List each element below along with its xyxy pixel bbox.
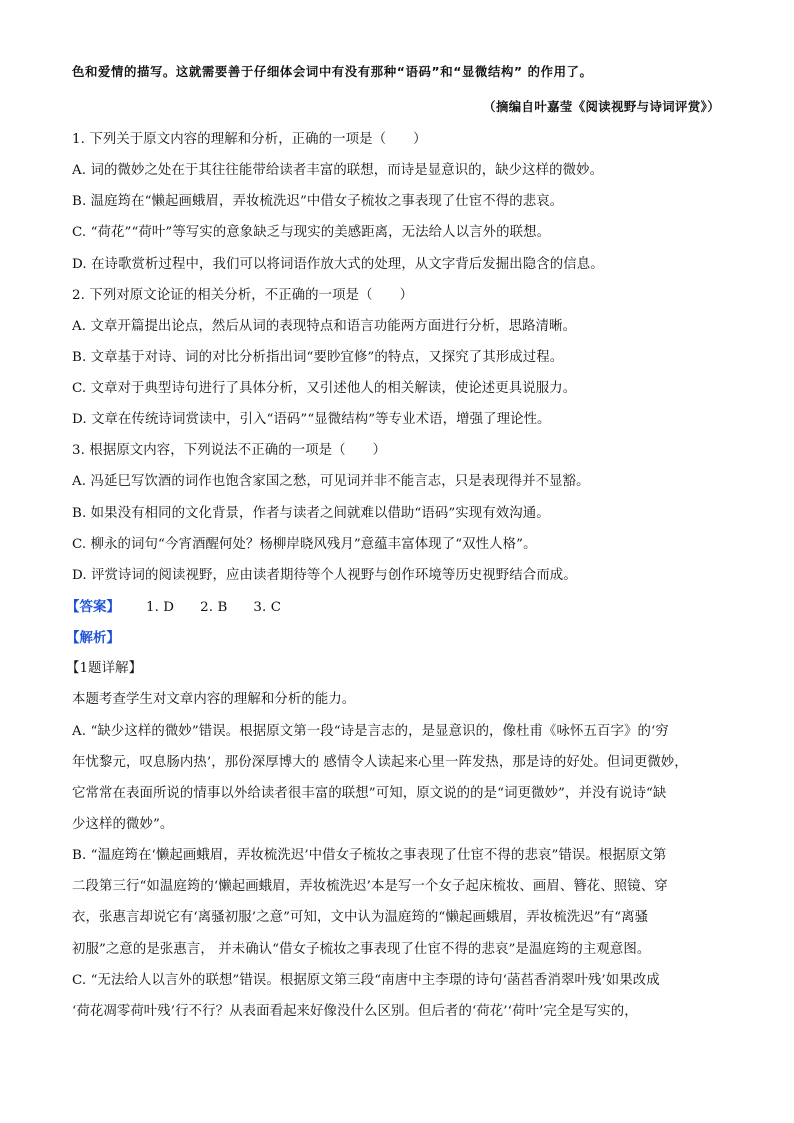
option-3c: C. 柳永的词句“今宵酒醒何处？杨柳岸晓风残月”意蕴丰富体现了“双性人格”。	[72, 537, 537, 552]
body-line: 少这样的微妙”。	[72, 817, 174, 832]
option-2c: C. 文章对于典型诗句进行了具体分析，又引述他人的相关解读，使论述更具说服力。	[72, 381, 577, 396]
body-line: A. “缺少这样的微妙”错误。根据原文第一段“诗是言志的，是显意识的，像杜甫《咏怀五百字》的‘穷	[72, 724, 669, 739]
option-3d: D. 评赏诗词的阅读视野，应由读者期待等个人视野与创作环境等历史视野结合而成。	[72, 568, 577, 583]
question-1: 1. 下列关于原文内容的理解和分析，正确的一项是（ ）	[72, 132, 427, 147]
option-1d: D. 在诗歌赏析过程中，我们可以将词语作放大式的处理，从文字背后发掘出隐含的信息。	[72, 257, 604, 272]
citation: （摘编自叶嘉莹《阅读视野与诗词评赏》）	[483, 99, 720, 114]
option-1c: C. “荷花”“荷叶”等写实的意象缺乏与现实的美感距离，无法给人以言外的联想。	[72, 225, 551, 240]
body-line: B. “温庭筠在‘懒起画蛾眉，弄妆梳洗迟’中借女子梳妆之事表现了仕宦不得的悲哀”错误。根据原文第	[72, 848, 667, 863]
body-line: 本题考查学生对文章内容的理解和分析的能力。	[72, 692, 356, 707]
option-2d: D. 文章在传统诗词赏读中，引入“语码”“显微结构”等专业术语，增强了理论性。	[72, 412, 551, 427]
answer-item: 1. D	[145, 600, 175, 615]
answer-item: 2. B	[200, 600, 228, 615]
answer-item: 3. C	[253, 600, 282, 615]
detail-label: 【1题详解】	[66, 661, 143, 676]
body-line: 衣，张惠言却说它有‘离骚初服’之意”可知，文中认为温庭筠的“懒起画蛾眉，弄妆梳洗迟”有“离骚	[72, 910, 649, 925]
answer-label: 【答案】	[66, 599, 120, 615]
body-line: ‘荷花凋零荷叶残’行不行？从表面看起来好像没什么区别。但后者的‘荷花’‘荷叶’完全是写实的，	[72, 1004, 638, 1019]
body-line: 初服”之意的是张惠言， 并未确认“借女子梳妆之事表现了仕宦不得的悲哀”是温庭筠的主观意图。	[72, 942, 651, 957]
question-3: 3. 根据原文内容，下列说法不正确的一项是（ ）	[72, 443, 387, 458]
body-line: 年忧黎元，叹息肠内热’，那份深厚博大的 感情令人读起来心里一阵发热，那是诗的好处。但词更微妙，	[72, 755, 688, 770]
option-2a: A. 文章开篇提出论点，然后从词的表现特点和语言功能两方面进行分析，思路清晰。	[72, 319, 577, 334]
option-3a: A. 冯延巳写饮酒的词作也饱含家国之愁，可见词并非不能言志，只是表现得并不显豁。	[72, 474, 590, 489]
question-2: 2. 下列对原文论证的相关分析，不正确的一项是（ ）	[72, 288, 414, 303]
body-line: C. “无法给人以言外的联想”错误。根据原文第三段“南唐中主李璟的诗句‘菡萏香消翠叶残’如果改成	[72, 973, 660, 988]
body-line: 它常常在表面所说的情事以外给读者很丰富的联想”可知，原文说的的是“词更微妙”，并没有说诗“缺	[72, 786, 667, 801]
text-line: 色和爱情的描写。这就需要善于仔细体会词中有没有那种“语码”和“显微结构” 的作用了。	[72, 64, 593, 79]
option-3b: B. 如果没有相同的文化背景，作者与读者之间就难以借助“语码”实现有效沟通。	[72, 506, 550, 521]
body-line: 二段第三行“如温庭筠的‘懒起画蛾眉，弄妆梳洗迟’本是写一个女子起床梳妆、画眉、簪花、照镜、穿	[72, 879, 668, 894]
option-1b: B. 温庭筠在“懒起画蛾眉，弄妆梳洗迟”中借女子梳妆之事表现了仕宦不得的悲哀。	[72, 194, 564, 209]
analysis-label: 【解析】	[66, 630, 120, 646]
option-2b: B. 文章基于对诗、词的对比分析指出词“要眇宜修”的特点，又探究了其形成过程。	[72, 350, 564, 365]
answer-line	[66, 597, 726, 618]
option-1a: A. 词的微妙之处在于其往往能带给读者丰富的联想，而诗是显意识的，缺少这样的微妙。	[72, 163, 604, 178]
